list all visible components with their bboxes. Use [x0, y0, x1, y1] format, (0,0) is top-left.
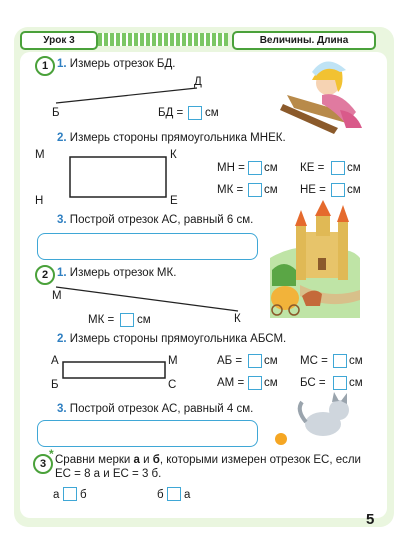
answer-box-ab[interactable] [248, 354, 262, 368]
lesson-label: Урок 3 [20, 31, 98, 50]
task-3-line1 [55, 454, 361, 466]
compare-1-left: а [53, 489, 60, 501]
task-1-2 [57, 132, 286, 144]
task-number: 3. [57, 403, 67, 415]
compare-1-right: б [80, 489, 87, 501]
unit-cm: см [264, 162, 278, 174]
task-text: Измерь стороны прямоугольника МНЕК. [69, 132, 286, 144]
measure-b: б [152, 454, 160, 466]
topic-label: Величины. Длина [232, 31, 376, 50]
task-text: Измерь стороны прямоугольника АБСМ. [69, 333, 287, 345]
task-3-line2: ЕС = 8 а и ЕС = 3 б. [55, 468, 162, 480]
corner-c-label: С [168, 379, 177, 391]
compare-box-2[interactable] [167, 487, 181, 501]
page-number: 5 [366, 511, 375, 528]
section-1-number: 1 [35, 56, 55, 76]
corner-a-label: А [51, 355, 59, 367]
girl-illustration [280, 61, 362, 134]
task-number: 2. [57, 333, 67, 345]
unit-cm: см [347, 162, 361, 174]
rectangle-mnek [70, 157, 166, 197]
drawing-area-2[interactable] [37, 420, 258, 447]
conjunction: и [139, 454, 153, 466]
unit-cm: см [349, 377, 363, 389]
answer-box-bd[interactable] [188, 106, 202, 120]
unit-cm: см [205, 107, 219, 119]
unit-cm: см [264, 377, 278, 389]
answer-box-bc[interactable] [333, 376, 347, 390]
answer-box-mk-2[interactable] [120, 313, 134, 327]
task-number: 3. [57, 214, 67, 226]
castle-illustration [270, 200, 360, 318]
mn-label: МН = [217, 162, 245, 174]
measure-a: а [133, 454, 140, 466]
mc-label: МС = [300, 355, 328, 367]
task-text: Построй отрезок АС, равный 6 см. [69, 214, 254, 226]
ab-label: АБ = [217, 355, 243, 367]
task-1-3 [57, 214, 253, 226]
ne-label: НЕ = [300, 184, 326, 196]
am-label: АМ = [217, 377, 245, 389]
drawing-area-1[interactable] [37, 233, 258, 260]
point-b-label: Б [52, 107, 60, 119]
task-number: 1. [57, 58, 67, 70]
task-2-3 [57, 403, 253, 415]
unit-cm: см [137, 314, 151, 326]
ke-label: КЕ = [300, 162, 325, 174]
unit-cm: см [347, 184, 361, 196]
answer-box-mk[interactable] [248, 183, 262, 197]
compare-2-right: а [184, 489, 191, 501]
point-d-label: Д [194, 76, 202, 88]
answer-box-mc[interactable] [333, 354, 347, 368]
corner-m-label: М [35, 149, 45, 161]
rectangle-absm [63, 362, 165, 378]
task-1-1 [57, 58, 175, 70]
unit-cm: см [264, 355, 278, 367]
task-text: Построй отрезок АС, равный 4 см. [69, 403, 254, 415]
point-k-label: К [234, 313, 241, 325]
mk-equation: МК = [88, 314, 115, 326]
answer-box-mn[interactable] [248, 161, 262, 175]
task-2-1 [57, 267, 176, 279]
task-text: Измерь отрезок БД. [69, 58, 176, 70]
section-2-number: 2 [35, 265, 55, 285]
corner-n-label: Н [35, 195, 44, 207]
task-2-2 [57, 333, 286, 345]
compare-box-1[interactable] [63, 487, 77, 501]
unit-cm: см [349, 355, 363, 367]
task-text: Измерь отрезок МК. [69, 267, 177, 279]
cat-illustration [275, 392, 349, 445]
point-m-label: М [52, 290, 62, 302]
unit-cm: см [264, 184, 278, 196]
task-text: Сравни мерки [55, 454, 134, 466]
section-3-number: 3 [33, 454, 53, 474]
corner-k-label: К [170, 149, 177, 161]
task-number: 2. [57, 132, 67, 144]
corner-m-label-2: М [168, 355, 178, 367]
star-mark: * [49, 447, 54, 461]
segment-mk [56, 287, 238, 311]
compare-2-left: б [157, 489, 164, 501]
corner-e-label: Е [170, 195, 178, 207]
answer-box-ke[interactable] [331, 161, 345, 175]
corner-b-label: Б [51, 379, 59, 391]
answer-box-ne[interactable] [331, 183, 345, 197]
answer-box-am[interactable] [248, 376, 262, 390]
segment-bd [56, 88, 197, 103]
mk-label: МК = [217, 184, 244, 196]
task-number: 1. [57, 267, 67, 279]
bc-label: БС = [300, 377, 326, 389]
task-text: , которыми измерен отрезок ЕС, если [159, 454, 361, 466]
bd-equation: БД = [158, 107, 184, 119]
